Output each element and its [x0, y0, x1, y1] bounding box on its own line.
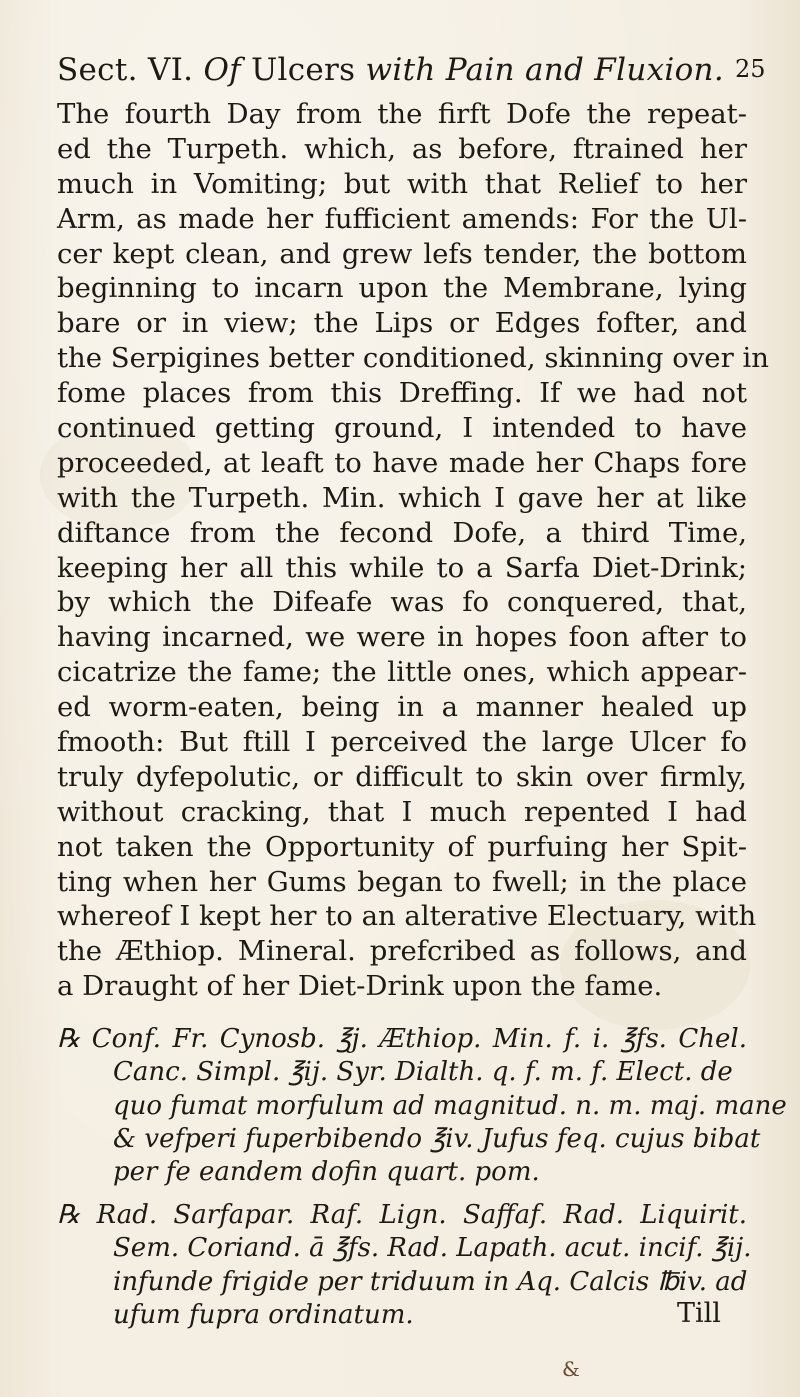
prescription-2 — [57, 1199, 752, 1332]
text-line: cicatrize the fame; the little ones, which appear- — [57, 656, 747, 689]
catchword: Till — [677, 1298, 721, 1329]
text-line: the Serpigines better conditioned, skinning over in — [57, 342, 769, 375]
text-line: ed the Turpeth. which, as before, ftrained her — [57, 132, 747, 165]
text-line: not taken the Opportunity of purfuing her Spit- — [57, 830, 747, 863]
text-line: cer kept clean, and grew lefs tender, the bottom — [57, 237, 747, 270]
text-line: proceeded, at leaft to have made her Chaps fore — [57, 446, 747, 479]
text-line: Arm, as made her fufficient amends: For the Ul- — [57, 202, 747, 235]
signature-mark: & — [562, 1357, 580, 1381]
prescription-line: quo fumat morfulum ad magnitud. n. m. maj. mane — [113, 1090, 787, 1121]
text-line: fome places from this Dreffing. If we had not — [57, 377, 747, 410]
text-line: a Draught of her Diet-Drink upon the fame. — [57, 970, 663, 1003]
text-line: much in Vomiting; but with that Relief to her — [57, 167, 747, 200]
prescription-1 — [57, 1023, 787, 1189]
text-line: ting when her Gums began to fwell; in the place — [57, 865, 747, 898]
text-line: ed worm-eaten, being in a manner healed up — [57, 691, 747, 724]
text-line: keeping her all this while to a Sarfa Diet-Drink; — [57, 551, 747, 584]
text-line: with the Turpeth. Min. which I gave her at like — [57, 481, 747, 514]
text-line: the Æthiop. Mineral. prefcribed as follows, and — [57, 935, 747, 968]
text-line: truly dyfepolutic, or difficult to skin over firmly, — [57, 760, 747, 793]
prescription-line: Canc. Simpl. ℥ij. Syr. Dialth. q. f. m. f. Elect. de — [113, 1057, 733, 1088]
text-line: whereof I kept her to an alterative Electuary, with — [57, 900, 757, 933]
prescription-line: ℞ Rad. Sarfapar. Raf. Lign. Saffaf. Rad. Liquirit. — [57, 1200, 747, 1230]
prescription-line: infunde frigide per triduum in Aq. Calcis ℔iv. ad — [113, 1266, 748, 1297]
section-number: Sect. VI. — [57, 52, 194, 88]
text-line: fmooth: But ftill I perceived the large Ulcer fo — [57, 726, 747, 759]
page-header — [57, 52, 777, 98]
prescription-line: & vefperi fuperbibendo ℥iv. Jufus feq. cujus bibat — [113, 1123, 761, 1154]
page-number: 25 — [735, 55, 766, 83]
text-line: having incarned, we were in hopes foon after to — [57, 621, 747, 654]
prescription-line: per fe eandem dofin quart. pom. — [113, 1157, 540, 1188]
prescription-line: ufum fupra ordinatum. — [113, 1299, 414, 1330]
running-head — [57, 52, 724, 88]
title-ulcers: Ulcers — [251, 52, 356, 88]
text-line: diftance from the fecond Dofe, a third Time, — [57, 516, 747, 549]
text-line: continued getting ground, I intended to have — [57, 412, 747, 445]
text-line: The fourth Day from the firft Dofe the repeat- — [57, 98, 747, 130]
title-italic-of: Of — [203, 52, 241, 88]
body-paragraph — [57, 97, 769, 1004]
prescription-line: ℞ Conf. Fr. Cynosb. ℥j. Æthiop. Min. f. i. ℥fs. Chel. — [57, 1024, 747, 1054]
text-line: beginning to incarn upon the Membrane, lying — [57, 272, 747, 305]
title-italic-rest: with Pain and Fluxion. — [365, 52, 724, 88]
text-line: without cracking, that I much repented I had — [57, 795, 747, 828]
prescription-line: Sem. Coriand. ā ℥fs. Rad. Lapath. acut. incif. ℥ij. — [113, 1233, 752, 1264]
text-line: bare or in view; the Lips or Edges fofter, and — [57, 307, 747, 340]
text-line: by which the Difeafe was fo conquered, that, — [57, 586, 747, 619]
